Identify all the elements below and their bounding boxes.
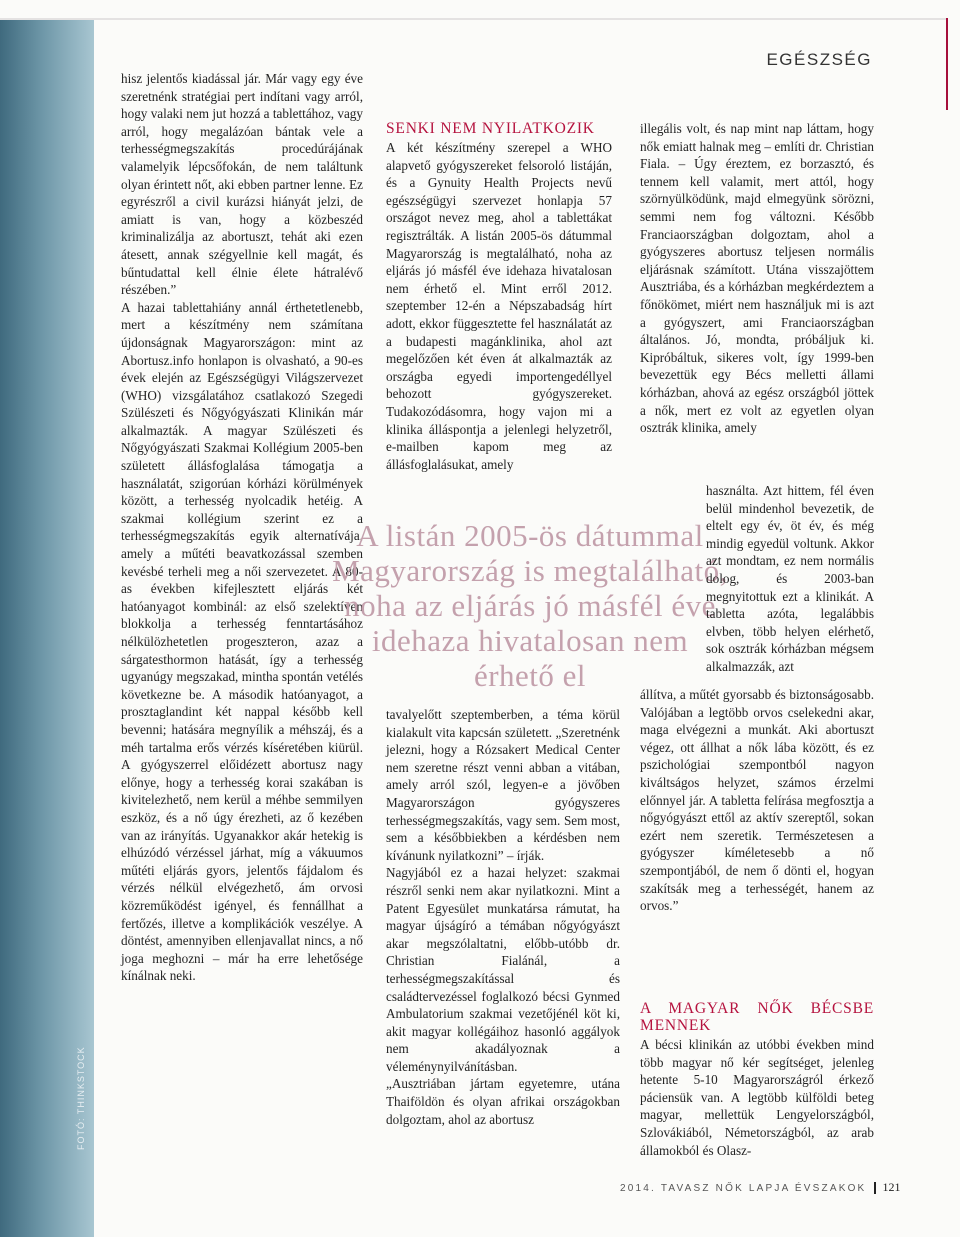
column-1	[121, 70, 363, 985]
column-2-lower	[386, 706, 620, 1128]
col1-paragraph: A hazai tablettahiány annál érthetetlenebb, mert a készítmény nem számítana újdonságnak Magyarországon: mint az Abortusz.info honlapon is olvasható, a 90-es évek elején az Egészségügyi Világszervezet (WHO) vizsgálatához csatlakozó Szegedi Szülészeti és Nőgyógyászati Klinikán már alkalmazták. A magyar Szülészeti és Nőgyógyászati Szakmai Kollégium 2005-ben született állásfoglalása támogatja a használatát, szigorúan kórházi körülmények között, a terhesség nyolcadik hetéig. A szakmai kollégium szerint ez a terhességmegszakítás egyik alternatívája, amely a műtéti beavatkozással szemben kevésbé terheli meg a női szervezetet. A 80-as években kifejlesztett eljárás két hatóanyagot kombinál: az első szelektíven blokkolja a terhesség fenntartásához nélkülözhetetlen progeszteron, azaz a sárgatesthormon hatását, így a terhesség ugyanúgy megszakad, mintha spontán vetélés következne be. A második hatóanyagot, a prosztaglandint két nappal később kell bevenni; hatására megnyílik a méhszáj, és a méh tartalma erős vérzés kíséretében kiürül. A gyógyszerrel előidézett abortusz nagy előnye, hogy a terhesség korai szakában is kivitelezhető, nem kerül a méhbe semmilyen eszköz, és a nő úgy érezheti, az ő kezében van az irányítás. Ugyanakkor akár hetekig is elhúzódó vérzéssel járhat, míg a vákuumos műtéti eljárás gyors, jelentős fájdalom és vérzés nélkül elvégezhető, ám orvosi közreműködést igényel, és fennállhat a fertőzés, illetve a komplikációk veszélye. A döntést, amennyiben ellenjavallat nincs, a nő joga meghozni – már ha erre lehetősége kínálnak neki.	[121, 299, 363, 984]
col2b-paragraph: „Ausztriában jártam egyetemre, utána Thaiföldön és olyan afrikai országokban dolgoztam, ahol az abortusz	[386, 1076, 620, 1127]
col3c-paragraph: állítva, a műtét gyorsabb és biztonságosabb. Valójában a legtöbb orvos cselekedni akar, maga elvégezni a munkát. Aki abortuszt végez, ott állhat a nők lába között, és ez pszichológiai szempontból nagyon kiváltságos helyzet, számos érzelmi előnnyel jár. A tabletta felírása megfosztja a nőgyógyászt ettől az aktív szereptől, sokan ezért nem szeretik. Természetesen a gyógyszer kíméletesebb a nő szempontjából, de nem ő dönti el, hogyan szakítsák meg a terhességét, hanem az orvos.”	[640, 687, 874, 914]
column-3-final	[640, 1000, 874, 1159]
accent-line	[946, 18, 948, 110]
photo-credit: FOTÓ: THINKSTOCK	[76, 1046, 86, 1150]
page-footer	[620, 1180, 901, 1195]
col1-paragraph: hisz jelentős kiadással jár. Már vagy egy éve szeretnénk stratégiai pert indítani vagy arról, hogy valaki nem jut hozzá a tablettához, vagy arról, hogy megalázóan bántak vele a terhességmegszakítás procedúrájának valamelyik lépcsőfokán, de nem találtunk olyan érintett nőt, aki ebben partner lenne. Ez egyrészről a civil kurázsi hiányát jelzi, de amiatt is van, hogy a közbeszéd kriminalizálja az abortuszt, tehát aki ezen átesett, annak szégyellnie kell magát, és bűntudattal kell élnie élete hátralévő részében.”	[121, 71, 363, 298]
footer-divider	[874, 1182, 876, 1194]
column-3-lower	[640, 686, 874, 915]
page-number: 121	[882, 1180, 901, 1194]
pull-quote: A listán 2005-ös dátummal Magyarország is megtalálható, noha az eljárás jó másfél éve idehaza hivatalosan nem érhető el	[332, 518, 728, 693]
section-label: EGÉSZSÉG	[766, 50, 872, 69]
column-3-wrap	[706, 482, 874, 676]
subhead-magyar-nok-becsbe-mennek: A MAGYAR NŐK BÉCSBE MENNEK	[640, 1000, 874, 1034]
top-rule	[0, 18, 946, 20]
subhead-senki-nem-nyilatkozik: SENKI NEM NYILATKOZIK	[386, 120, 595, 137]
col2b-paragraph: tavalyelőtt szeptemberben, a téma körül kialakult vita kapcsán született. „Szeretnénk jelezni, hogy a Rózsakert Medical Center nem szeretne részt venni abban a vitában, amely arról szól, legyen-e a jövőben Magyarországon gyógyszeres terhességmegszakítás, vagy sem. Sem most, sem a későbbiekben a kérdésben nem kívánunk nyilatkozni” – írják.	[386, 707, 620, 863]
col3-paragraph: illegális volt, és nap mint nap láttam, hogy nők emiatt halnak meg – említi dr. Christian Fiala. – Úgy éreztem, ez borzasztó, és tennem kell valamit, mert attól, hogy szörnyülködünk, majd elmegyünk sörözni, semmi nem fog változni. Később Franciaországban dolgoztam, ahol a gyógyszeres abortusz teljesen normális eljárásnak számított. Utána visszajöttem Ausztriába, és a kórházban megkérdeztem a főnökömet, miért nem használjuk mi is azt a gyógyszert, ami Franciaországban általános. Jó, mondta, próbáljuk ki. Kipróbáltuk, sikeres volt, így 1999-ben bevezettük egy Bécs melletti állami kórházban, ahová az egész országból jöttek a nők, mert ez volt az egyetlen olyan osztrák klinika, amely	[640, 121, 874, 436]
col2b-paragraph: Nagyjából ez a hazai helyzet: szakmai részről senki nem akar nyilatkozni. Mint a Patent Egyesület munkatársa rámutat, ha magyar újságíró a témában nőgyógyászt akar megszólaltatni, előbb-utóbb dr. Christian Fialánál, a terhességmegszakítással és családtervezéssel foglalkozó bécsi Gynmed Ambulatorium szakmai vezetőjénél köt ki, akit magyar kollégáihoz hasonló aggályok nem akadályoznak a véleménynyilvánításban.	[386, 865, 620, 1074]
column-2	[386, 120, 612, 473]
col2-paragraph: A két készítmény szerepel a WHO alapvető gyógyszereket felsoroló listáján, és a Gynuity Health Projects nevű egészségügyi szervezet honlapja 57 országot nevez meg, ahol a tablettákat regisztrálták. A listán 2005-ös dátummal Magyarország is megtalálható, noha az eljárás jó másfél éve idehaza hivatalosan nem érhető el. Mint erről 2012. szeptember 12-én a Népszabadság hírt adott, ekkor függesztette fel használatát az a budapesti magánklinika, ahol azt megelőzően két éven át alkalmazták az országba egyedi importengedéllyel behozott gyógyszereket. Tudakozódásomra, hogy vajon mi a klinika álláspontja a jelenlegi helyzetről, e-mailben kapom meg az állásfoglalásukat, amely	[386, 140, 612, 472]
col3b-paragraph: használta. Azt hittem, fél éven belül mindenhol bevezetik, de eltelt egy év, öt év, és még mindig egyedül voltunk. Akkor azt mondtam, ez nem normális dolog, és 2003-ban megnyitottuk ezt a klinikát. A tabletta azóta, legalábbis elvben, több helyen elérhető, sok osztrák kórházban mégsem alkalmazzák, azt	[706, 483, 874, 674]
col3d-paragraph: A bécsi klinikán az utóbbi években mind több magyar nő kér segítséget, jelenleg hetente 5-10 Magyarországról érkező páciensük van. A legtöbb külföldi beteg magyar, mellettük Lengyelországból, Szlovákiából, Németországból, az arab államokból és Olasz-	[640, 1037, 874, 1158]
column-3	[640, 120, 874, 437]
issue-label: 2014. TAVASZ NŐK LAPJA ÉVSZAKOK	[620, 1183, 867, 1194]
